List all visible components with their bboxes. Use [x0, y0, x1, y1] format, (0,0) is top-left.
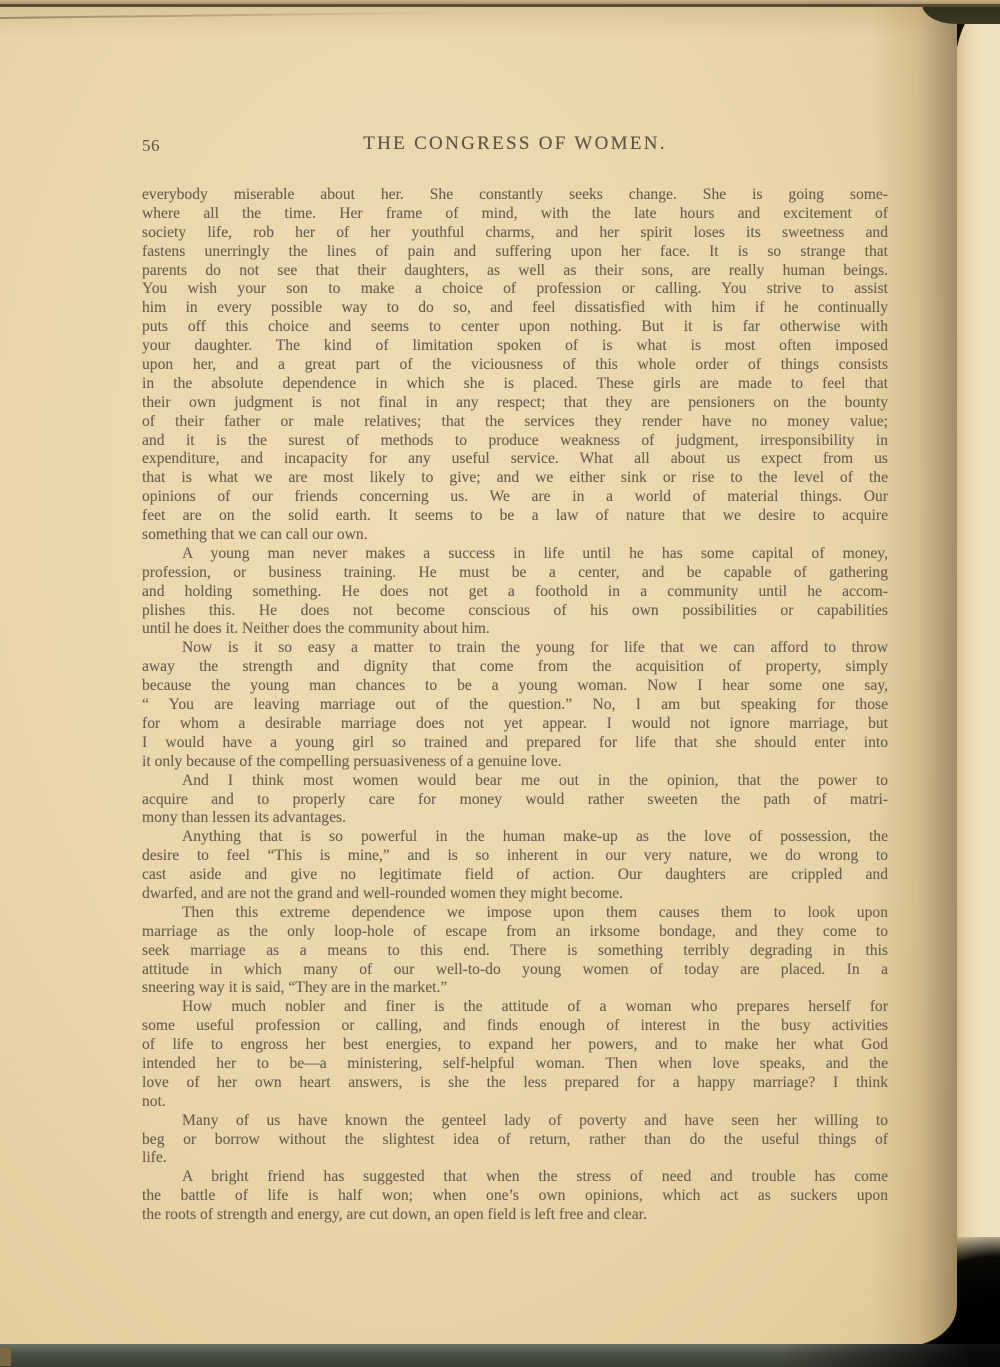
text-line: the roots of strength and energy, are cut down, an open field is left free and clear. — [142, 1206, 647, 1224]
text-line: desire to feel “This is mine,” and is so inherent in our very nature, we do wrong to — [142, 847, 888, 865]
text-line: A young man never makes a success in life until he has some capital of money, — [182, 544, 888, 562]
text-line: in the absolute dependence in which she is placed. These girls are made to feel that — [142, 374, 888, 392]
text-line: and holding something. He does not get a foothold in a community until he accom- — [142, 582, 888, 600]
text-line: acquire and to properly care for money would rather sweeten the path of matri- — [142, 790, 888, 808]
book-top-edge — [0, 0, 1000, 7]
text-line: profession, or business training. He must be a center, and be capable of gathering — [142, 563, 888, 581]
text-line: sneering way it is said, “They are in the market.” — [142, 979, 448, 997]
text-line: You wish your son to make a choice of profession or calling. You strive to assist — [142, 280, 888, 298]
text-line: Many of us have known the genteel lady of poverty and have seen her willing to — [182, 1111, 888, 1129]
text-line: and it is the surest of methods to produce weakness of judgment, irresponsibility in — [142, 431, 888, 449]
text-line: I would have a young girl so trained and prepared for life that she should enter into — [142, 733, 888, 751]
text-line: life. — [142, 1149, 167, 1167]
text-line: feet are on the solid earth. It seems to be a law of nature that we desire to acquire — [142, 507, 888, 525]
text-line: A bright friend has suggested that when the stress of need and trouble has come — [182, 1168, 888, 1186]
text-line: your daughter. The kind of limitation spoken of is what is most often imposed — [142, 337, 888, 355]
text-line: seek marriage as a means to this end. There is something terribly degrading in this — [142, 941, 888, 959]
text-line: Then this extreme dependence we impose upon them causes them to look upon — [182, 903, 888, 921]
page-number: 56 — [142, 136, 160, 155]
text-line: puts off this choice and seems to center upon nothing. But it is far otherwise with — [142, 318, 888, 336]
text-line: Anything that is so powerful in the human make-up as the love of possession, the — [182, 828, 888, 846]
text-line: And I think most women would bear me out in the opinion, that the power to — [182, 771, 888, 789]
running-header: THE CONGRESS OF WOMEN. — [363, 133, 667, 154]
text-line: for whom a desirable marriage does not yet appear. I would not ignore marriage, but — [142, 714, 888, 732]
text-line: attitude in which many of our well-to-do young women of today are placed. In a — [142, 960, 888, 978]
text-line: fastens unerringly the lines of pain and suffering upon her face. It is so strange that — [142, 242, 888, 260]
text-line: it only because of the compelling persuasiveness of a genuine love. — [142, 752, 562, 770]
text-line: something that we can call our own. — [142, 526, 368, 544]
text-line: away the strength and dignity that come from the acquisition of property, simply — [142, 658, 888, 676]
text-line: where all the time. Her frame of mind, with the late hours and excitement of — [142, 204, 888, 222]
text-line: of life to engross her best energies, to expand her powers, and to make her what God — [142, 1036, 888, 1054]
text-line: some useful profession or calling, and finds enough of interest in the busy activities — [142, 1017, 888, 1035]
text-line: Now is it so easy a matter to train the young for life that we can afford to throw — [182, 639, 888, 657]
text-line: love of her own heart answers, is she the less prepared for a happy marriage? I think — [142, 1073, 888, 1091]
text-line: everybody miserable about her. She constantly seeks change. She is going some- — [142, 186, 888, 203]
text-line: expenditure, and incapacity for any useful service. What all about us expect from us — [142, 450, 888, 468]
text-line: opinions of our friends concerning us. We are in a world of material things. Our — [142, 488, 888, 506]
text-line: How much nobler and finer is the attitude of a woman who prepares herself for — [182, 998, 888, 1016]
text-block — [142, 186, 888, 1225]
next-page-edge — [954, 8, 1000, 1308]
text-line: their own judgment is not final in any respect; that they are pensioners on the bounty — [142, 393, 888, 411]
text-line: until he does it. Neither does the community about him. — [142, 620, 490, 638]
text-line: society life, rob her of her youthful charms, and her spirit loses its sweetness and — [142, 223, 888, 241]
text-line: dwarfed, and are not the grand and well-rounded women they might become. — [142, 884, 624, 902]
text-line: because the young man chances to be a young woman. Now I hear some one say, — [142, 677, 888, 695]
text-line: of their father or male relatives; that the services they render have no money value; — [142, 412, 888, 430]
text-line: “ You are leaving marriage out of the question.” No, I am but speaking for those — [142, 696, 888, 714]
text-line: plishes this. He does not become conscious of his own possibilities or capabilities — [142, 601, 888, 619]
text-line: mony than lessen its advantages. — [142, 809, 346, 827]
book-cover-bottom-band — [0, 1344, 1000, 1367]
bottom-left-smudge — [0, 1347, 11, 1366]
text-line: the battle of life is half won; when one’s own opinions, which act as suckers upon — [142, 1187, 888, 1205]
book-page — [0, 7, 957, 1347]
text-line: that is what we are most likely to give; and we either sink or rise to the level of the — [142, 469, 888, 487]
text-line: cast aside and give no legitimate field of action. Our daughters are crippled and — [142, 866, 888, 884]
text-line: intended her to be—a ministering, self-helpful woman. Then when love speaks, and the — [142, 1054, 888, 1072]
text-line: not. — [142, 1092, 166, 1110]
text-line: beg or borrow without the slightest idea of return, rather than do the useful things of — [142, 1130, 888, 1148]
text-line: upon her, and a great part of the viciousness of this whole order of things consists — [142, 356, 888, 374]
page-header — [142, 131, 888, 161]
text-line: him in every possible way to do so, and feel dissatisfied with him if he continually — [142, 299, 888, 317]
text-line: parents do not see that their daughters, as well as their sons, are really human beings. — [142, 261, 888, 279]
text-line: marriage as the only loop-hole of escape from an irksome bondage, and they come to — [142, 922, 888, 940]
